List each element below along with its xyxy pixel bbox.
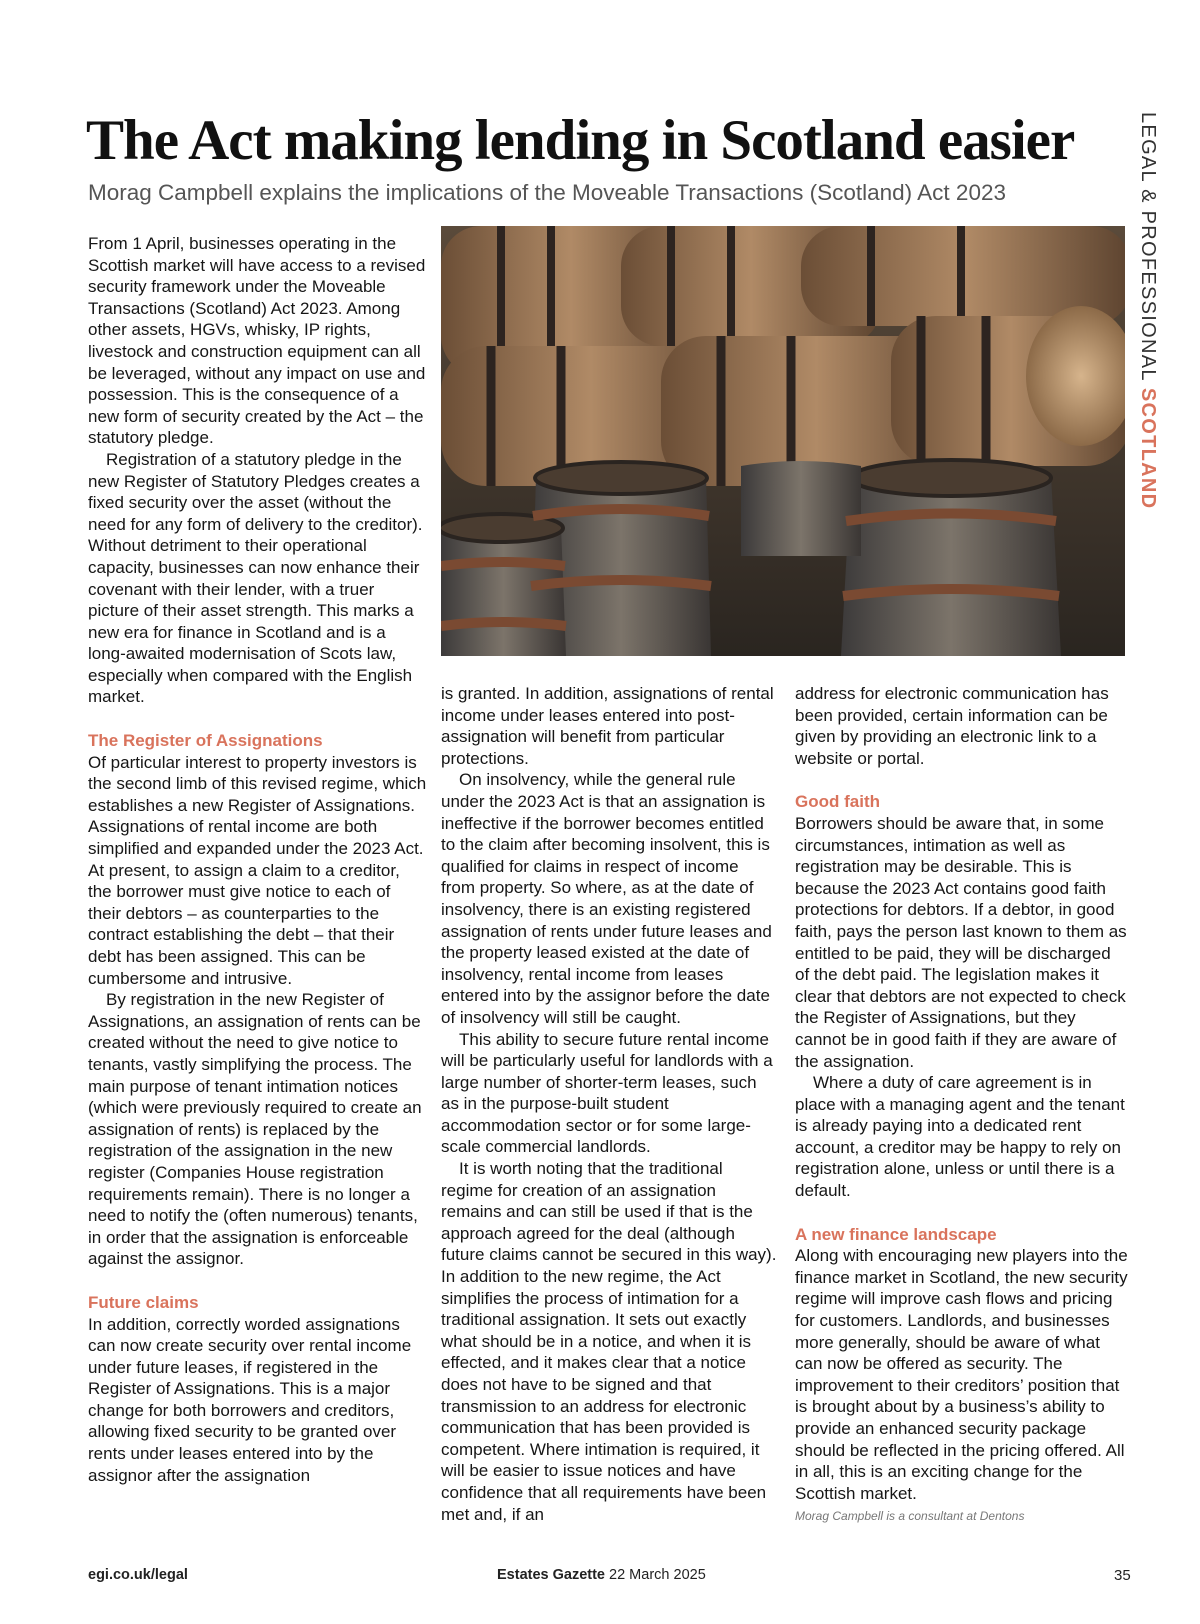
paragraph: In addition, correctly worded assignations can now create security over rental income under future leases, if registered in the Register of Assignations. This is a major change for both borrowers and creditors, allowing fixed security to be granted over rents under leases entered into by the assignor after the assignation — [88, 1314, 412, 1485]
paragraph: address for electronic communication has been provided, certain information can be given by providing an electronic link to a website or portal. — [795, 684, 1109, 768]
article-column-2 — [441, 683, 777, 1525]
paragraph: Registration of a statutory pledge in the new Register of Statutory Pledges creates a fixed security over the asset (without the need for any form of delivery to the creditor). Without detriment to their operational capacity, businesses can now enhance their covenant with their lender, with a truer picture of their asset strength. This marks a new era for finance in Scotland and is a long-awaited modernisation of Scots law, especially when compared with the English market. — [88, 449, 423, 707]
issue-date: 22 March 2025 — [605, 1567, 706, 1583]
barrels-illustration — [441, 226, 1125, 656]
paragraph: It is worth noting that the traditional regime for creation of an assignation remains and can still be used if that is the approach agreed for the deal (although future claims cannot be secured in this way). In addition to the new regime, the Act simplifies the process of intimation for a traditional assignation. It sets out exactly what should be in a notice, and when it is effected, and it makes clear that a notice does not have to be signed and that transmission to an address for electronic communication that has been provided is competent. Where intimation is required, it will be easier to issue notices and have confidence that all requirements have been met and, if an — [441, 1159, 777, 1524]
paragraph: Borrowers should be aware that, in some circumstances, intimation as well as registration may be desirable. This is because the 2023 Act contains good faith protections for debtors. If a debtor, in good faith, pays the person last known to them as entitled to be paid, they will be discharged of the debt paid. The legislation makes it clear that debtors are not expected to check the Register of Assignations, but they cannot be in good faith if they are aware of the assignation. — [795, 813, 1127, 1071]
paragraph: is granted. In addition, assignations of rental income under leases entered into post-assignation will benefit from particular protections. — [441, 684, 774, 768]
section-heading-good-faith: Good faith — [795, 792, 880, 812]
paragraph: Along with encouraging new players into the finance market in Scotland, the new security regime will improve cash flows and pricing for customers. Landlords, and businesses more generally, should be aware of what can now be offered as security. The improvement to their creditors’ position that is brought about by a business’s ability to provide an enhanced security package should be reflected in the pricing offered. All in all, this is an exciting change for the Scottish market. — [795, 1246, 1128, 1503]
section-heading-finance-landscape: A new finance landscape — [795, 1224, 997, 1244]
paragraph: By registration in the new Register of Assignations, an assignation of rents can be created without the need to give notice to tenants, vastly simplifying the process. The main purpose of tenant intimation notices (which were previously required to create an assignation of rents) is replaced by the registration of the assignation in the new register (Companies House registration requirements remain). There is no longer a need to notify the (often numerous) tenants, in order that the assignation is enforceable against the assignor. — [88, 990, 422, 1269]
paragraph: This ability to secure future rental income will be particularly useful for landlords with a large number of shorter-term leases, such as in the purpose-built student accommodation sector or for some large-scale commercial landlords. — [441, 1029, 773, 1157]
paragraph: From 1 April, businesses operating in the Scottish market will have access to a revised security framework under the Moveable Transactions (Scotland) Act 2023. Among other assets, HGVs, whisky, IP rights, livestock and construction equipment can all be leveraged, without any impact on use and possession. This is the consequence of a new form of security created by the Act – the statutory pledge. — [88, 234, 426, 448]
footer-publication — [497, 1567, 706, 1583]
article-title: The Act making lending in Scotland easier — [86, 109, 1075, 172]
footer-url[interactable]: egi.co.uk/legal — [88, 1567, 188, 1583]
section-sidebar — [1128, 112, 1168, 510]
section-heading-register: The Register of Assignations — [88, 731, 323, 751]
section-label — [1128, 112, 1168, 509]
section-heading-future-claims: Future claims — [88, 1292, 199, 1312]
article-column-3 — [795, 683, 1129, 1526]
page-number: 35 — [1114, 1567, 1131, 1584]
paragraph: Where a duty of care agreement is in place with a managing agent and the tenant is already paying into a dedicated rent account, a creditor may be happy to rely on registration alone, unless or until there is a default. — [795, 1073, 1125, 1201]
whisky-barrels-image — [441, 226, 1125, 656]
article-subtitle: Morag Campbell explains the implications of the Moveable Transactions (Scotland) Act 2023 — [88, 180, 1006, 205]
section-region: SCOTLAND — [1137, 387, 1159, 510]
author-byline: Morag Campbell is a consultant at Dentons — [795, 1509, 1025, 1524]
article-column-1 — [88, 233, 428, 1486]
paragraph: Of particular interest to property investors is the second limb of this revised regime, which establishes a new Register of Assignations. Assignations of rental income are both simplified and expanded under the 2023 Act. At present, to assign a claim to a creditor, the borrower must give notice to each of their debtors – as counterparties to the contract establishing the debt – that their debt has been assigned. This can be cumbersome and intrusive. — [88, 752, 427, 988]
section-name: LEGAL & PROFESSIONAL — [1137, 112, 1159, 388]
paragraph: On insolvency, while the general rule under the 2023 Act is that an assignation is ineffective if the borrower becomes entitled to the claim after becoming insolvent, this is qualified for claims in respect of income from property. So where, as at the date of insolvency, there is an existing registered assignation of rents under future leases and the property leased existed at the date of insolvency, rental income from leases entered into by the assignor before the date of insolvency will still be caught. — [441, 770, 772, 1027]
publication-name: Estates Gazette — [497, 1567, 605, 1583]
